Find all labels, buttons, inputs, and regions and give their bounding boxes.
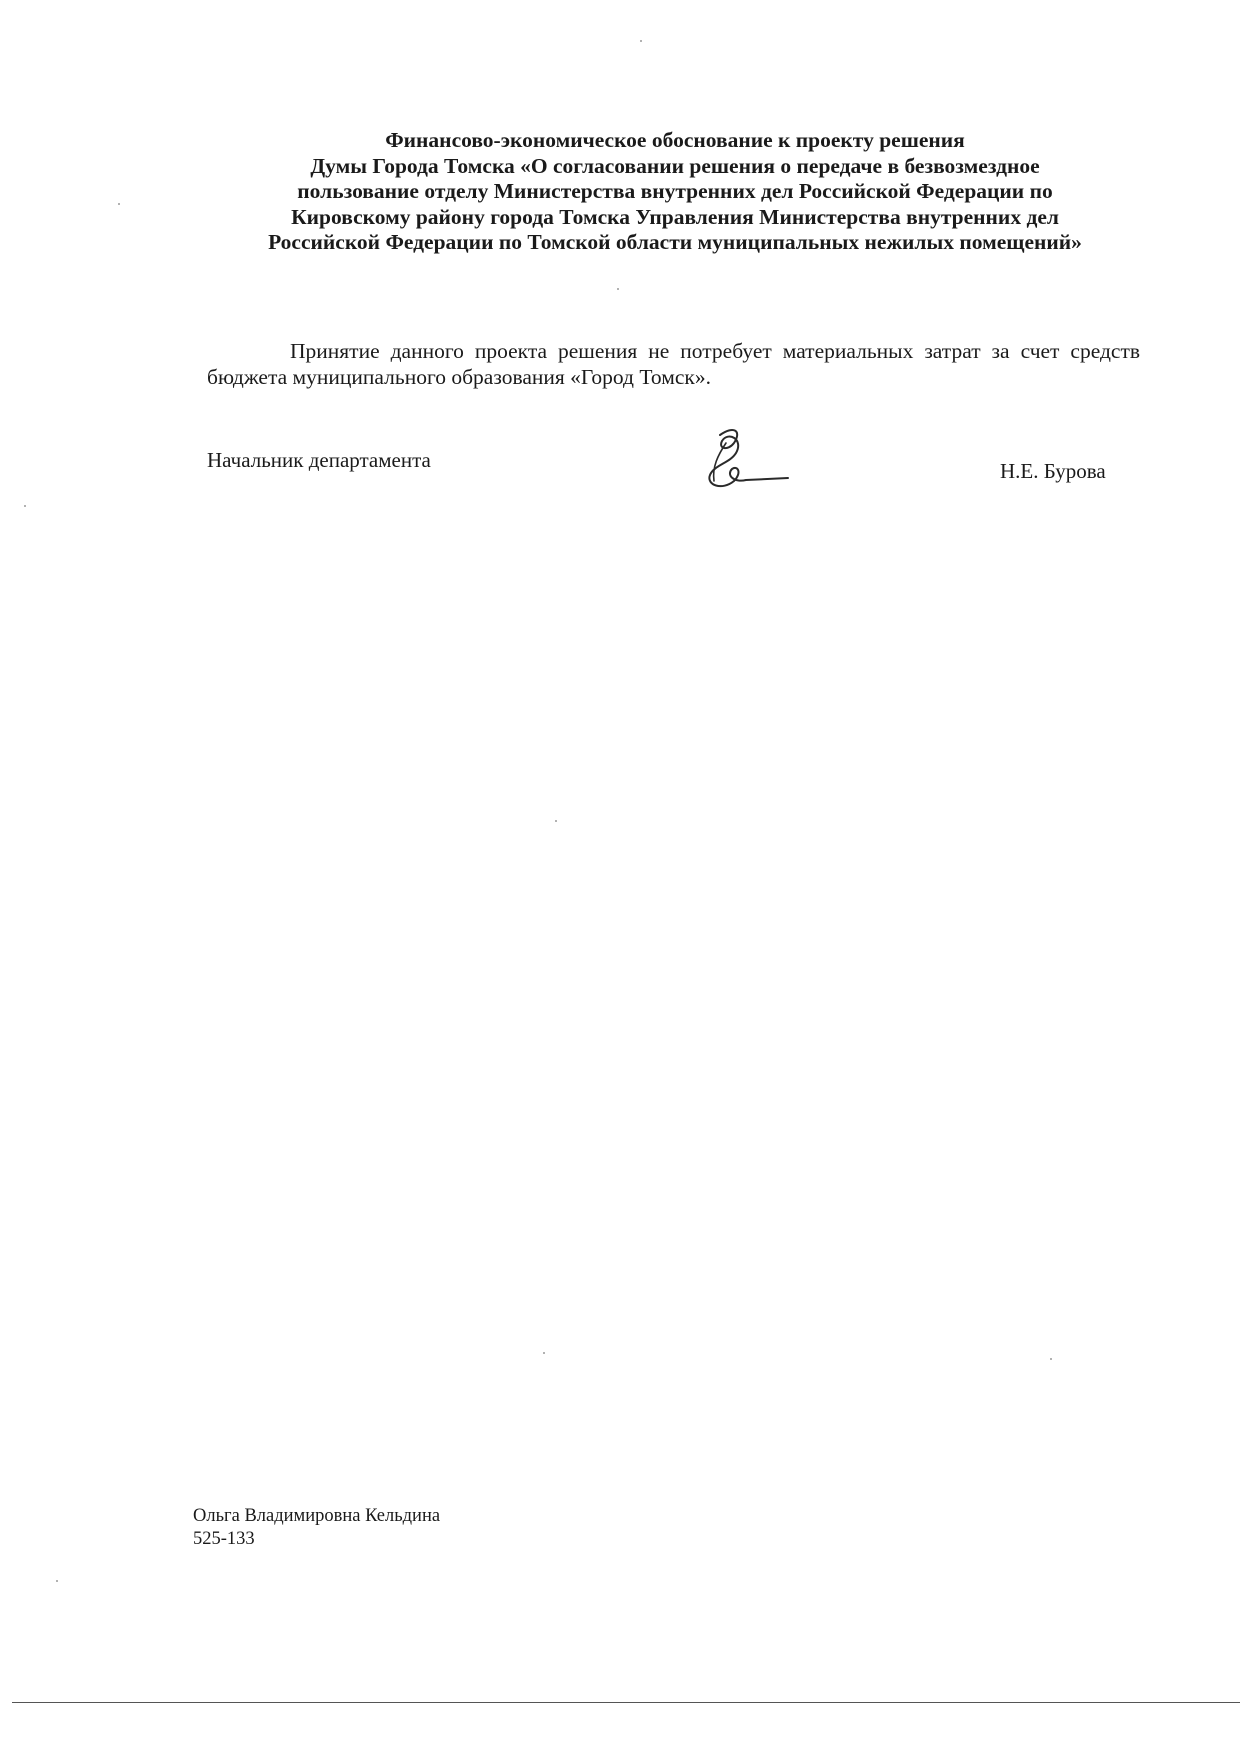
- title-line-5: Российской Федерации по Томской области муниципальных нежилых помещений»: [268, 230, 1082, 254]
- scan-speck: [118, 203, 120, 205]
- title-line-4: Кировскому району города Томска Управления Министерства внутренних дел: [291, 204, 1059, 229]
- scan-speck: [1050, 1358, 1052, 1360]
- scan-speck: [555, 820, 557, 822]
- scan-speck: [543, 1352, 545, 1354]
- scan-speck: [640, 40, 642, 42]
- title-line-2: Думы Города Томска «О согласовании решения о передаче в безвозмездное: [310, 153, 1040, 178]
- signer-name: Н.Е. Бурова: [1000, 459, 1106, 483]
- executor-name: Ольга Владимировна Кельдина: [193, 1506, 441, 1526]
- scan-speck: [56, 1580, 58, 1582]
- scan-speck: [24, 505, 26, 507]
- executor-block: [193, 1505, 440, 1551]
- scan-edge-line: [12, 1702, 1240, 1703]
- title-line-1: Финансово-экономическое обоснование к проекту решения: [385, 128, 965, 152]
- document-title: [200, 128, 1150, 256]
- handwritten-signature: [690, 425, 790, 500]
- title-line-3: пользование отделу Министерства внутренних дел Российской Федерации по: [297, 179, 1053, 203]
- signer-position: Начальник департамента: [207, 448, 431, 472]
- body-paragraph: Принятие данного проекта решения не потребует материальных затрат за счет средств бюджета муниципального образования «Город Томск».: [207, 338, 1140, 389]
- scan-speck: [617, 288, 619, 290]
- executor-phone: 525-133: [193, 1529, 255, 1549]
